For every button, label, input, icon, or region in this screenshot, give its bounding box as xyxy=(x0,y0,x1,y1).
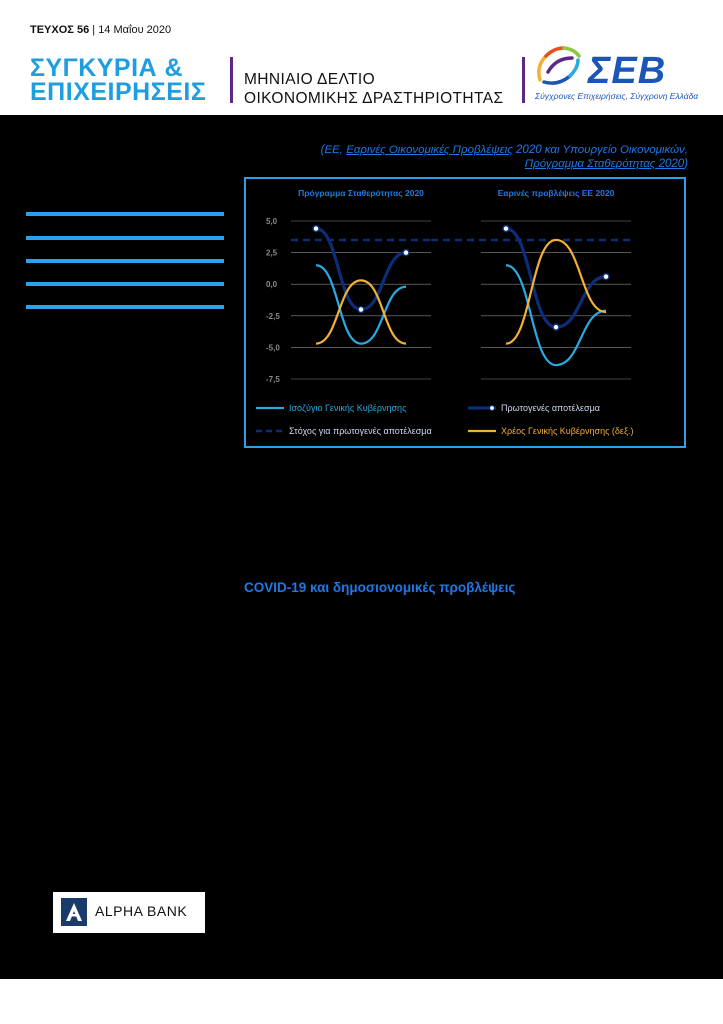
sidebar-line xyxy=(26,282,224,286)
data-point xyxy=(603,274,609,280)
data-point xyxy=(553,324,559,330)
source-suffix: ) xyxy=(684,158,688,170)
legend-label: Πρωτογενές αποτέλεσμα xyxy=(501,403,600,413)
source-link-ec[interactable]: Εαρινές Οικονομικές Προβλέψεις xyxy=(346,144,513,156)
data-point xyxy=(358,306,364,312)
source-middle: 2020 και Υπουργείο Οικονομικών, xyxy=(512,144,688,156)
y-tick-label: -7,5 xyxy=(266,375,280,384)
data-point xyxy=(403,250,409,256)
divider-left xyxy=(230,57,233,103)
y-tick-label: 2,5 xyxy=(266,248,278,258)
data-point xyxy=(503,226,509,232)
y-tick-label: 0,0 xyxy=(266,280,278,290)
issue-separator: | xyxy=(92,24,96,36)
series-line xyxy=(506,265,606,365)
alpha-bank-icon xyxy=(61,898,87,926)
sev-tagline: Σύγχρονες Επιχειρήσεις, Σύγχρονη Ελλάδα xyxy=(535,91,699,101)
y-tick-label: 5,0 xyxy=(266,217,278,226)
publication-title-line2: ΕΠΙΧΕΙΡΗΣΕΙΣ xyxy=(30,78,207,106)
issue-line xyxy=(30,24,171,36)
bulletin-title-line1: ΜΗΝΙΑΙΟ ΔΕΛΤΙΟ xyxy=(244,71,376,88)
fiscal-chart xyxy=(244,177,686,448)
series-line xyxy=(506,229,606,328)
issue-label: ΤΕΥΧΟΣ xyxy=(30,24,74,36)
sidebar-line xyxy=(26,305,224,309)
legend-marker xyxy=(490,406,495,411)
sev-name: ΣΕΒ xyxy=(588,50,667,92)
legend-label: Ισοζύγιο Γενικής Κυβέρνησης xyxy=(289,403,407,413)
y-tick-label: -5,0 xyxy=(266,343,280,353)
issue-date: 14 Μαΐου 2020 xyxy=(98,24,172,36)
source-prefix: (ΕΕ, xyxy=(320,144,347,156)
panel-title: Πρόγραμμα Σταθερότητας 2020 xyxy=(298,188,424,198)
fiscal-chart-svg xyxy=(246,179,684,446)
bulletin-title xyxy=(244,70,503,108)
chart-source xyxy=(290,143,688,171)
bulletin-title-line2: ΟΙΚΟΝΟΜΙΚΗΣ ΔΡΑΣΤΗΡΙΟΤΗΤΑΣ xyxy=(244,90,504,107)
y-tick-label: -2,5 xyxy=(266,311,280,321)
section-heading: COVID-19 και δημοσιονομικές προβλέψεις xyxy=(244,580,516,595)
divider-right xyxy=(522,57,525,103)
alpha-bank-logo xyxy=(53,892,205,933)
alpha-bank-name: ALPHA BANK xyxy=(95,903,188,919)
sev-logo-icon xyxy=(532,42,586,88)
legend-label: Στόχος για πρωτογενές αποτέλεσμα xyxy=(289,426,432,436)
data-point xyxy=(313,226,319,232)
publication-title xyxy=(30,56,206,104)
legend-label: Χρέος Γενικής Κυβέρνησης (δεξ.) xyxy=(501,426,634,436)
issue-number: 56 xyxy=(76,24,90,36)
source-link-ministry[interactable]: Πρόγραμμα Σταθερότητας 2020 xyxy=(524,158,685,170)
panel-title: Εαρινές προβλέψεις ΕΕ 2020 xyxy=(497,188,615,198)
publication-title-line1: ΣΥΓΚΥΡΙΑ & xyxy=(30,54,184,82)
sidebar-line xyxy=(26,236,224,240)
sidebar-line xyxy=(26,259,224,263)
sidebar-line xyxy=(26,212,224,216)
